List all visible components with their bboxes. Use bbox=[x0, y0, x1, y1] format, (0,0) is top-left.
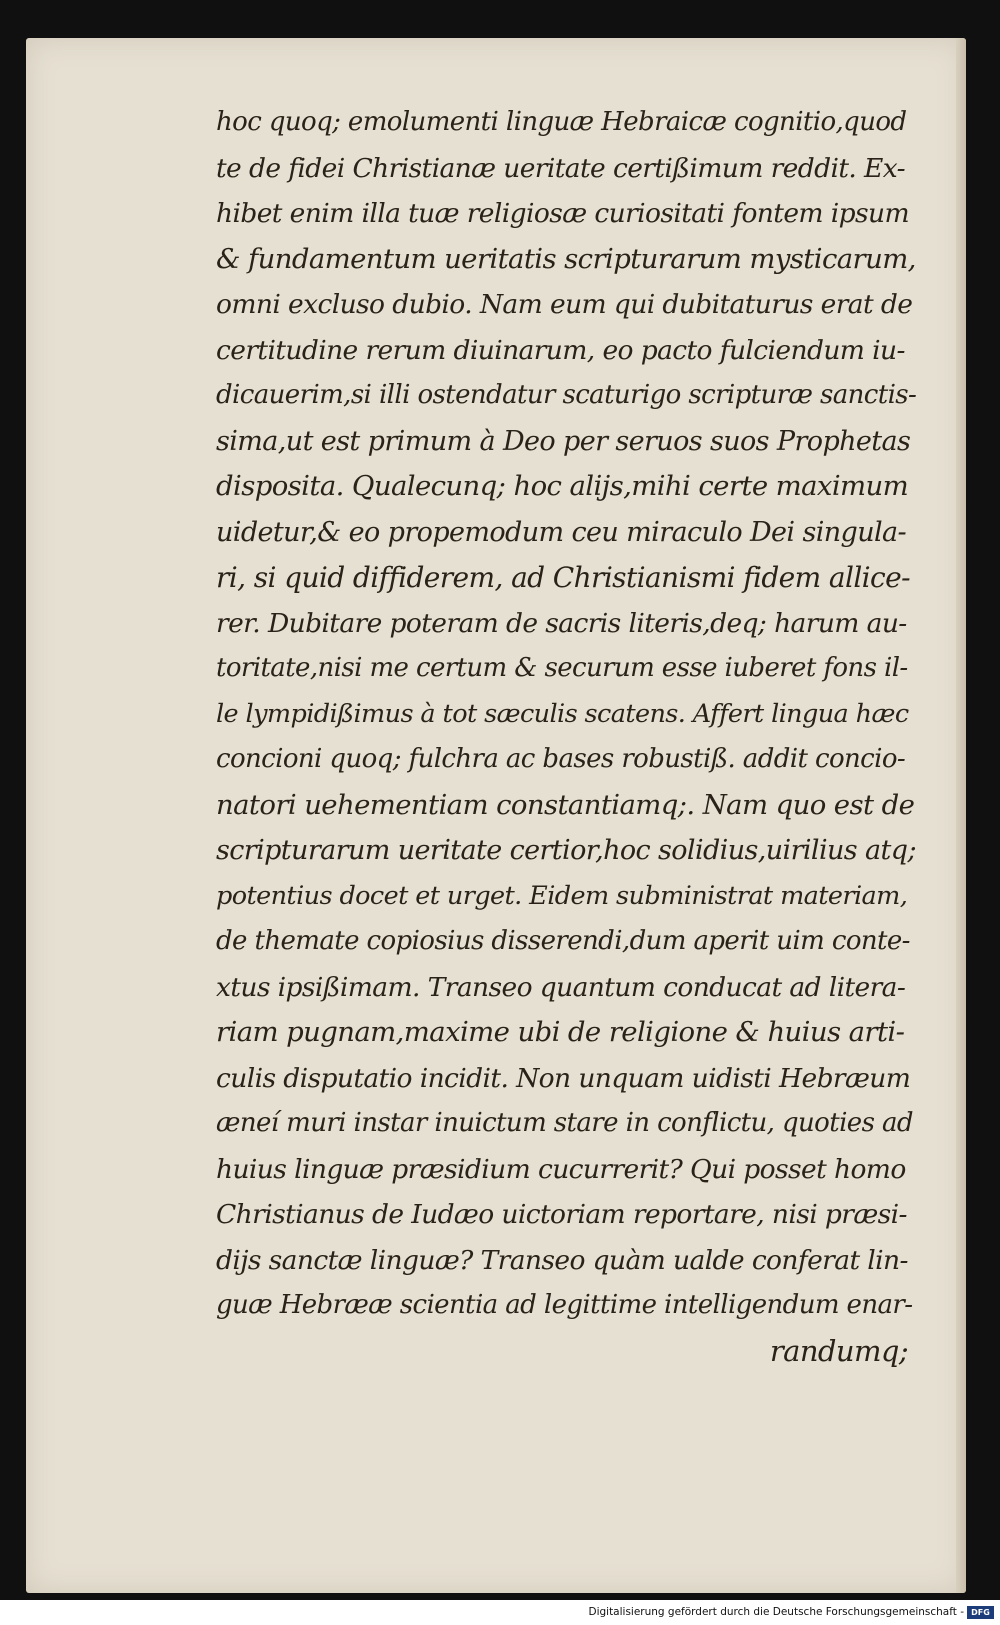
text-line: æneí muri instar inuictum stare in conflictu, quoties ad bbox=[216, 1108, 913, 1138]
text-line: huius linguæ præsidium cucurrerit? Qui posset homo bbox=[216, 1153, 906, 1185]
text-line: te de fidei Christianæ ueritate certißimum reddit. Ex- bbox=[216, 152, 906, 184]
text-line: potentius docet et urget. Eidem subministrat materiam, bbox=[216, 880, 908, 911]
text-line: toritate,nisi me certum & securum esse iuberet fons il- bbox=[216, 653, 908, 683]
footer-bar bbox=[0, 1600, 1000, 1625]
text-line: natori uehementiam constantiamq;. Nam quo est de bbox=[216, 788, 915, 821]
text-line: le lympidißimus à tot sæculis scatens. Affert lingua hæc bbox=[216, 698, 909, 729]
book-page bbox=[26, 38, 966, 1593]
text-line: de themate copiosius disserendi,dum aperit uim conte- bbox=[216, 926, 910, 956]
text-line: certitudine rerum diuinarum, eo pacto fulciendum iu- bbox=[216, 334, 905, 366]
text-line: ri, si quid diffiderem, ad Christianismi fidem allice- bbox=[216, 561, 910, 594]
text-block bbox=[216, 100, 916, 1374]
text-line: hoc quoq; emolumenti linguæ Hebraicæ cognitio,quod bbox=[216, 107, 907, 137]
text-line: riam pugnam,maxime ubi de religione & huius arti- bbox=[216, 1016, 905, 1048]
dfg-logo: DFG bbox=[967, 1606, 994, 1619]
text-line: dicauerim,si illi ostendatur scaturigo scripturæ sanctis- bbox=[216, 380, 917, 410]
text-line: & fundamentum ueritatis scripturarum mysticarum, bbox=[216, 242, 916, 275]
text-line: uidetur,& eo propemodum ceu miraculo Dei singula- bbox=[216, 516, 907, 548]
text-line: hibet enim illa tuæ religiosæ curiositati fontem ipsum bbox=[216, 198, 909, 229]
text-line: dijs sanctæ linguæ? Transeo quàm ualde conferat lin- bbox=[216, 1244, 908, 1276]
text-line: sima,ut est primum à Deo per seruos suos Prophetas bbox=[216, 425, 911, 457]
funding-credit: Digitalisierung gefördert durch die Deutsche Forschungsgemeinschaft - bbox=[588, 1606, 964, 1618]
catchword: randumq; bbox=[769, 1333, 908, 1368]
text-line: xtus ipsißimam. Transeo quantum conducat ad litera- bbox=[216, 971, 906, 1003]
text-line: Christianus de Iudæo uictoriam reportare, nisi præsi- bbox=[216, 1199, 907, 1230]
page-edge bbox=[956, 38, 966, 1593]
text-line: concioni quoq; fulchra ac bases robustiß. addit concio- bbox=[216, 744, 906, 774]
text-line: rer. Dubitare poteram de sacris literis,deq; harum au- bbox=[216, 607, 907, 639]
text-line: guæ Hebrææ scientia ad legittime intelligendum enar- bbox=[216, 1290, 913, 1320]
text-line: omni excluso dubio. Nam eum qui dubitaturus erat de bbox=[216, 289, 913, 320]
text-line: disposita. Qualecunq; hoc alijs,mihi certe maximum bbox=[216, 470, 909, 502]
text-line: culis disputatio incidit. Non unquam uidisti Hebræum bbox=[216, 1062, 911, 1094]
text-line: scripturarum ueritate certior,hoc solidius,uirilius atq; bbox=[216, 835, 916, 866]
